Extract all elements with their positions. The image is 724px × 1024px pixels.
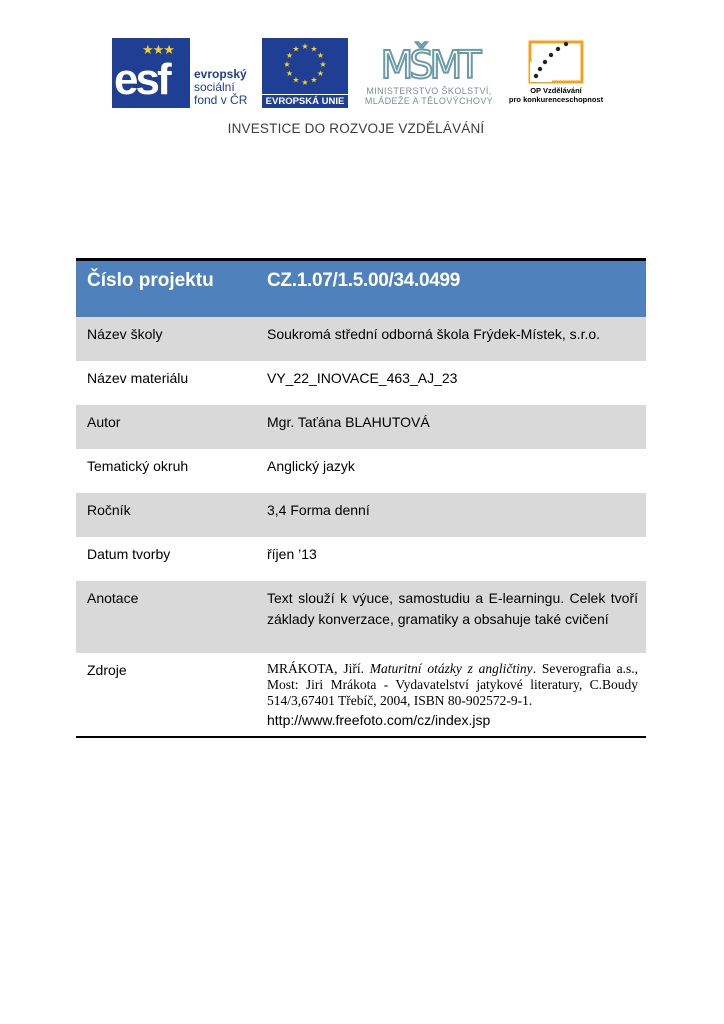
op-line-1: OP Vzdělávání [530, 86, 582, 95]
esf-line-3: fond v ČR [194, 93, 248, 107]
esf-line-2: sociální [194, 80, 235, 94]
msmt-subtitle [354, 86, 504, 106]
row-key: Datum tvorby [87, 546, 171, 562]
esf-logo-text [194, 68, 247, 107]
svg-text:★: ★ [301, 42, 309, 51]
row-key: Anotace [76, 581, 257, 653]
header-key: Číslo projektu [76, 260, 257, 318]
row-value: Mgr. Taťána BLAHUTOVÁ [257, 405, 646, 449]
table-row-sources [76, 653, 646, 737]
ref-author: MRÁKOTA, Jiří. [267, 661, 370, 676]
msmt-line-1: MINISTERSTVO ŠKOLSTVÍ, [366, 86, 492, 96]
svg-text:★: ★ [301, 78, 309, 87]
row-key: Název školy [76, 317, 257, 361]
svg-text:★: ★ [310, 75, 318, 85]
op-vzdelavani-text [506, 86, 606, 104]
source-url: http://www.freefoto.com/cz/index.jsp [267, 712, 491, 728]
table-row [76, 317, 646, 361]
esf-logo [112, 38, 254, 108]
row-key: Ročník [76, 493, 257, 537]
svg-text:★: ★ [292, 44, 300, 54]
table-row [76, 493, 646, 537]
ref-title: Maturitní otázky z angličtiny [369, 661, 533, 676]
eu-stars-icon [262, 38, 348, 94]
table-row [76, 449, 646, 493]
row-value: říjen ’13 [267, 546, 317, 562]
eu-logo [262, 38, 348, 108]
table-row [76, 581, 646, 653]
msmt-line-2: MLÁDEŽE A TĚLOVÝCHOVY [364, 96, 494, 106]
investice-slogan: INVESTICE DO ROZVOJE VZDĚLÁVÁNÍ [227, 121, 485, 136]
row-key: Autor [76, 405, 257, 449]
svg-text:★: ★ [310, 44, 318, 54]
esf-stars-icon: ★★★ [142, 42, 174, 57]
svg-text:★: ★ [292, 75, 300, 85]
row-value: VY_22_INOVACE_463_AJ_23 [267, 370, 458, 386]
project-info-table [76, 258, 646, 738]
svg-text:★: ★ [316, 51, 325, 60]
table-row [76, 361, 646, 405]
eu-flag-icon [262, 38, 348, 94]
header-value: CZ.1.07/1.5.00/34.0499 [257, 260, 646, 318]
row-value: Soukromá střední odborná škola Frýdek-Místek, s.r.o. [257, 317, 646, 361]
esf-line-1: evropský [194, 67, 247, 81]
logo-banner [0, 0, 724, 150]
row-key: Tematický okruh [87, 458, 189, 474]
sources-value [257, 653, 646, 737]
row-key: Zdroje [76, 653, 257, 737]
msmt-mark-icon [354, 36, 504, 86]
esf-logo-letters: esf [114, 55, 169, 104]
eu-label: EVROPSKÁ UNIE [262, 95, 348, 108]
svg-text:★: ★ [285, 51, 294, 60]
row-key: Název materiálu [87, 370, 189, 386]
svg-text:★: ★ [319, 60, 327, 69]
table-row [76, 405, 646, 449]
row-value: 3,4 Forma denní [257, 493, 646, 537]
svg-text:★: ★ [316, 69, 325, 78]
table-header-row [76, 260, 646, 318]
op-line-2: pro konkurenceschopnost [508, 95, 604, 104]
msmt-logo [354, 36, 504, 110]
bibliography-reference [267, 661, 638, 709]
msmt-mark: MŠMT [380, 43, 478, 86]
table-row [76, 537, 646, 581]
ref-rest: . Severografia a.s., Most: Jiri Mrákota - Vydavatelství jatykové literatury, C.Boudy 514/3,67401 Třebíč, 2004, ISBN 80-902572-9-1. [267, 661, 639, 708]
row-value: Anglický jazyk [267, 458, 355, 474]
row-value: Text slouží k výuce, samostudiu a E-learningu. Celek tvoří základy konverzace, gramatiky a obsahuje také cvičení [257, 581, 646, 653]
op-progress-icon [506, 36, 606, 86]
svg-text:★: ★ [283, 60, 291, 69]
svg-text:★: ★ [285, 69, 294, 78]
op-vzdelavani-logo [506, 36, 606, 110]
